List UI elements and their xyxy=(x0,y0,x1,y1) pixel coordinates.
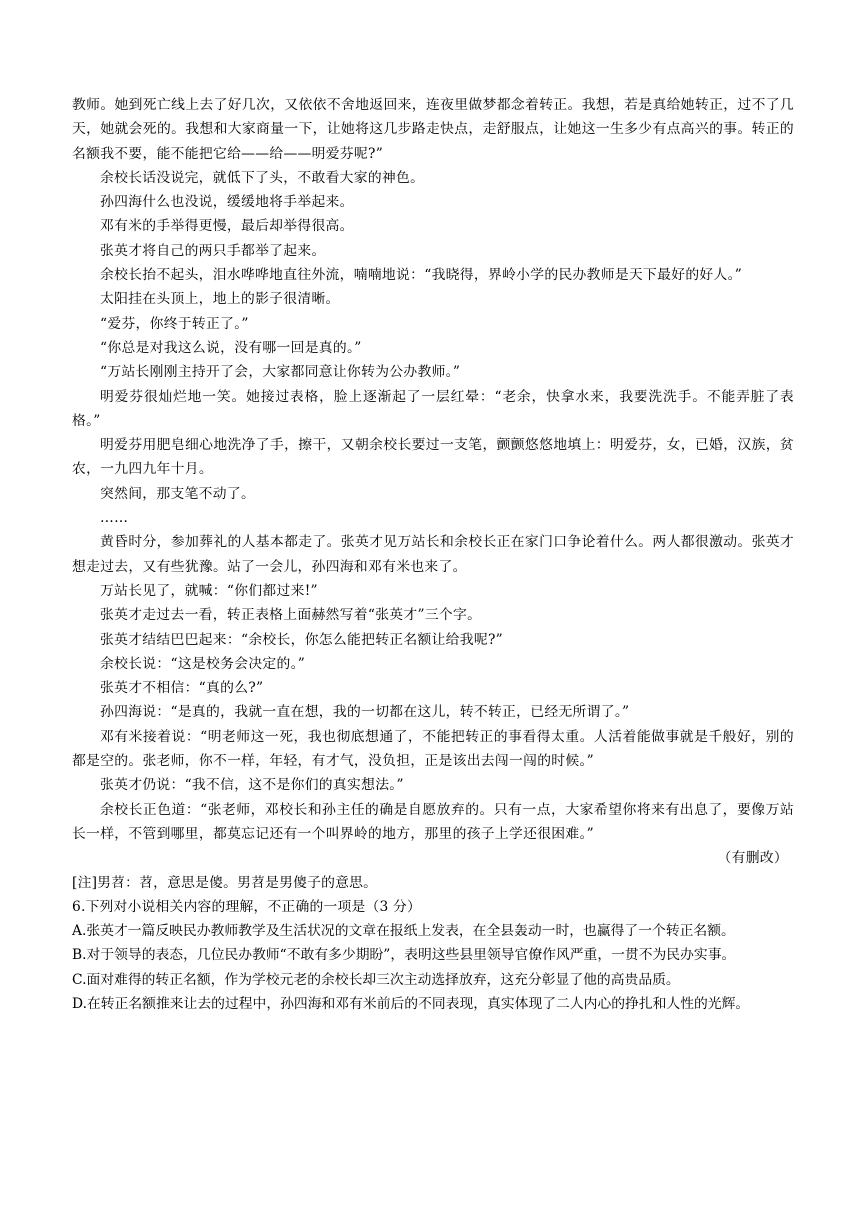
story-paragraph: 太阳挂在头顶上，地上的影子很清晰。 xyxy=(100,291,340,308)
story-paragraph: 张英才将自己的两只手都举了起来。 xyxy=(100,242,326,259)
story-paragraph: 明爱芬用肥皂细心地洗净了手，擦干，又朝余校长要过一支笔，颤颤悠悠地填上：明爱芬，女，已婚，汉族，贫农，一九四九年十月。 xyxy=(72,437,794,478)
story-paragraph: “你总是对我这么说，没有哪一回是真的。” xyxy=(100,339,362,356)
story-paragraph: 余校长话没说完，就低下了头，不敢看大家的神色。 xyxy=(100,169,425,186)
document-page xyxy=(72,93,794,1016)
story-paragraph: “万站长刚刚主持开了会，大家都同意让你转为公办教师。” xyxy=(100,364,461,381)
source-note: （有删改） xyxy=(717,850,788,867)
story-paragraph: 张英才不相信：“真的么?” xyxy=(100,680,264,697)
story-paragraph: 余校长抬不起头，泪水哗哗地直往外流，喃喃地说：“我晓得，界岭小学的民办教师是天下最好的好人。” xyxy=(100,267,743,284)
story-paragraph: 邓有米接着说：“明老师这一死，我也彻底想通了，不能把转正的事看得太重。人活着能做事就是千般好，别的都是空的。张老师，你不一样，年轻，有才气，没负担，正是该出去闯一闯的时候。” xyxy=(72,728,794,770)
story-paragraph: 张英才仍说：“我不信，这不是你们的真实想法。” xyxy=(100,777,404,794)
story-paragraph: “爱芬，你终于转正了。” xyxy=(100,315,249,332)
option-d: D.在转正名额推来让去的过程中，孙四海和邓有米前后的不同表现，真实体现了二人内心的挣扎和人性的光辉。 xyxy=(72,995,750,1012)
story-paragraph: 突然间，那支笔不动了。 xyxy=(100,485,256,502)
story-paragraph: 黄昏时分，参加葬礼的人基本都走了。张英才见万站长和余校长正在家门口争论着什么。两人都很激动。张英才想走过去，又有些犹豫。站了一会儿，孙四海和邓有米也来了。 xyxy=(72,534,794,575)
question-stem: 6.下列对小说相关内容的理解，不正确的一项是（3 分） xyxy=(72,898,422,915)
story-paragraph: 张英才走过去一看，转正表格上面赫然写着“张英才”三个字。 xyxy=(100,607,482,624)
story-text xyxy=(72,93,794,846)
story-paragraph: …… xyxy=(100,510,129,527)
story-paragraph: 孙四海说：“是真的，我就一直在想，我的一切都在这儿，转不转正，已经无所谓了。” xyxy=(100,704,630,721)
story-paragraph: 余校长说：“这是校务会决定的。” xyxy=(100,655,306,672)
story-paragraph: 教师。她到死亡线上去了好几次，又依依不舍地返回来，连夜里做梦都念着转正。我想，若是真给她转正，过不了几天，她就会死的。我想和大家商量一下，让她将这几步路走快点，走舒服点，让她这一生多少有点高兴的事。转正的名额我不要，能不能把它给——给——明爱芬呢?” xyxy=(72,97,794,162)
story-paragraph: 明爱芬很灿烂地一笑。她接过表格，脸上逐渐起了一层红晕：“老余，快拿水来，我要洗洗手。不能弄脏了表格。” xyxy=(72,388,794,429)
story-paragraph: 张英才结结巴巴起来：“余校长，你怎么能把转正名额让给我呢?” xyxy=(100,631,504,648)
story-paragraph: 孙四海什么也没说，缓缓地将手举起来。 xyxy=(100,194,354,211)
story-paragraph: 万站长见了，就喊：“你们都过来!” xyxy=(100,582,318,599)
option-a: A.张英才一篇反映民办教师教学及生活状况的文章在报纸上发表，在全县轰动一时，也赢得了一个转正名额。 xyxy=(72,923,735,940)
option-b: B.对于领导的表态，几位民办教师“不敢有多少期盼”，表明这些县里领导官僚作风严重，一贯不为民办实事。 xyxy=(72,947,736,964)
story-paragraph: 邓有米的手举得更慢，最后却举得很高。 xyxy=(100,218,354,235)
annotation-note: [注]男苕：苕，意思是傻。男苕是男傻子的意思。 xyxy=(72,874,378,891)
story-paragraph: 余校长正色道：“张老师，邓校长和孙主任的确是自愿放弃的。只有一点，大家希望你将来有出息了，要像万站长一样，不管到哪里，都莫忘记还有一个叫界岭的地方，那里的孩子上学还很困难。” xyxy=(72,801,794,842)
option-c: C.面对难得的转正名额，作为学校元老的余校长却三次主动选择放弃，这充分彰显了他的高贵品质。 xyxy=(72,971,680,988)
